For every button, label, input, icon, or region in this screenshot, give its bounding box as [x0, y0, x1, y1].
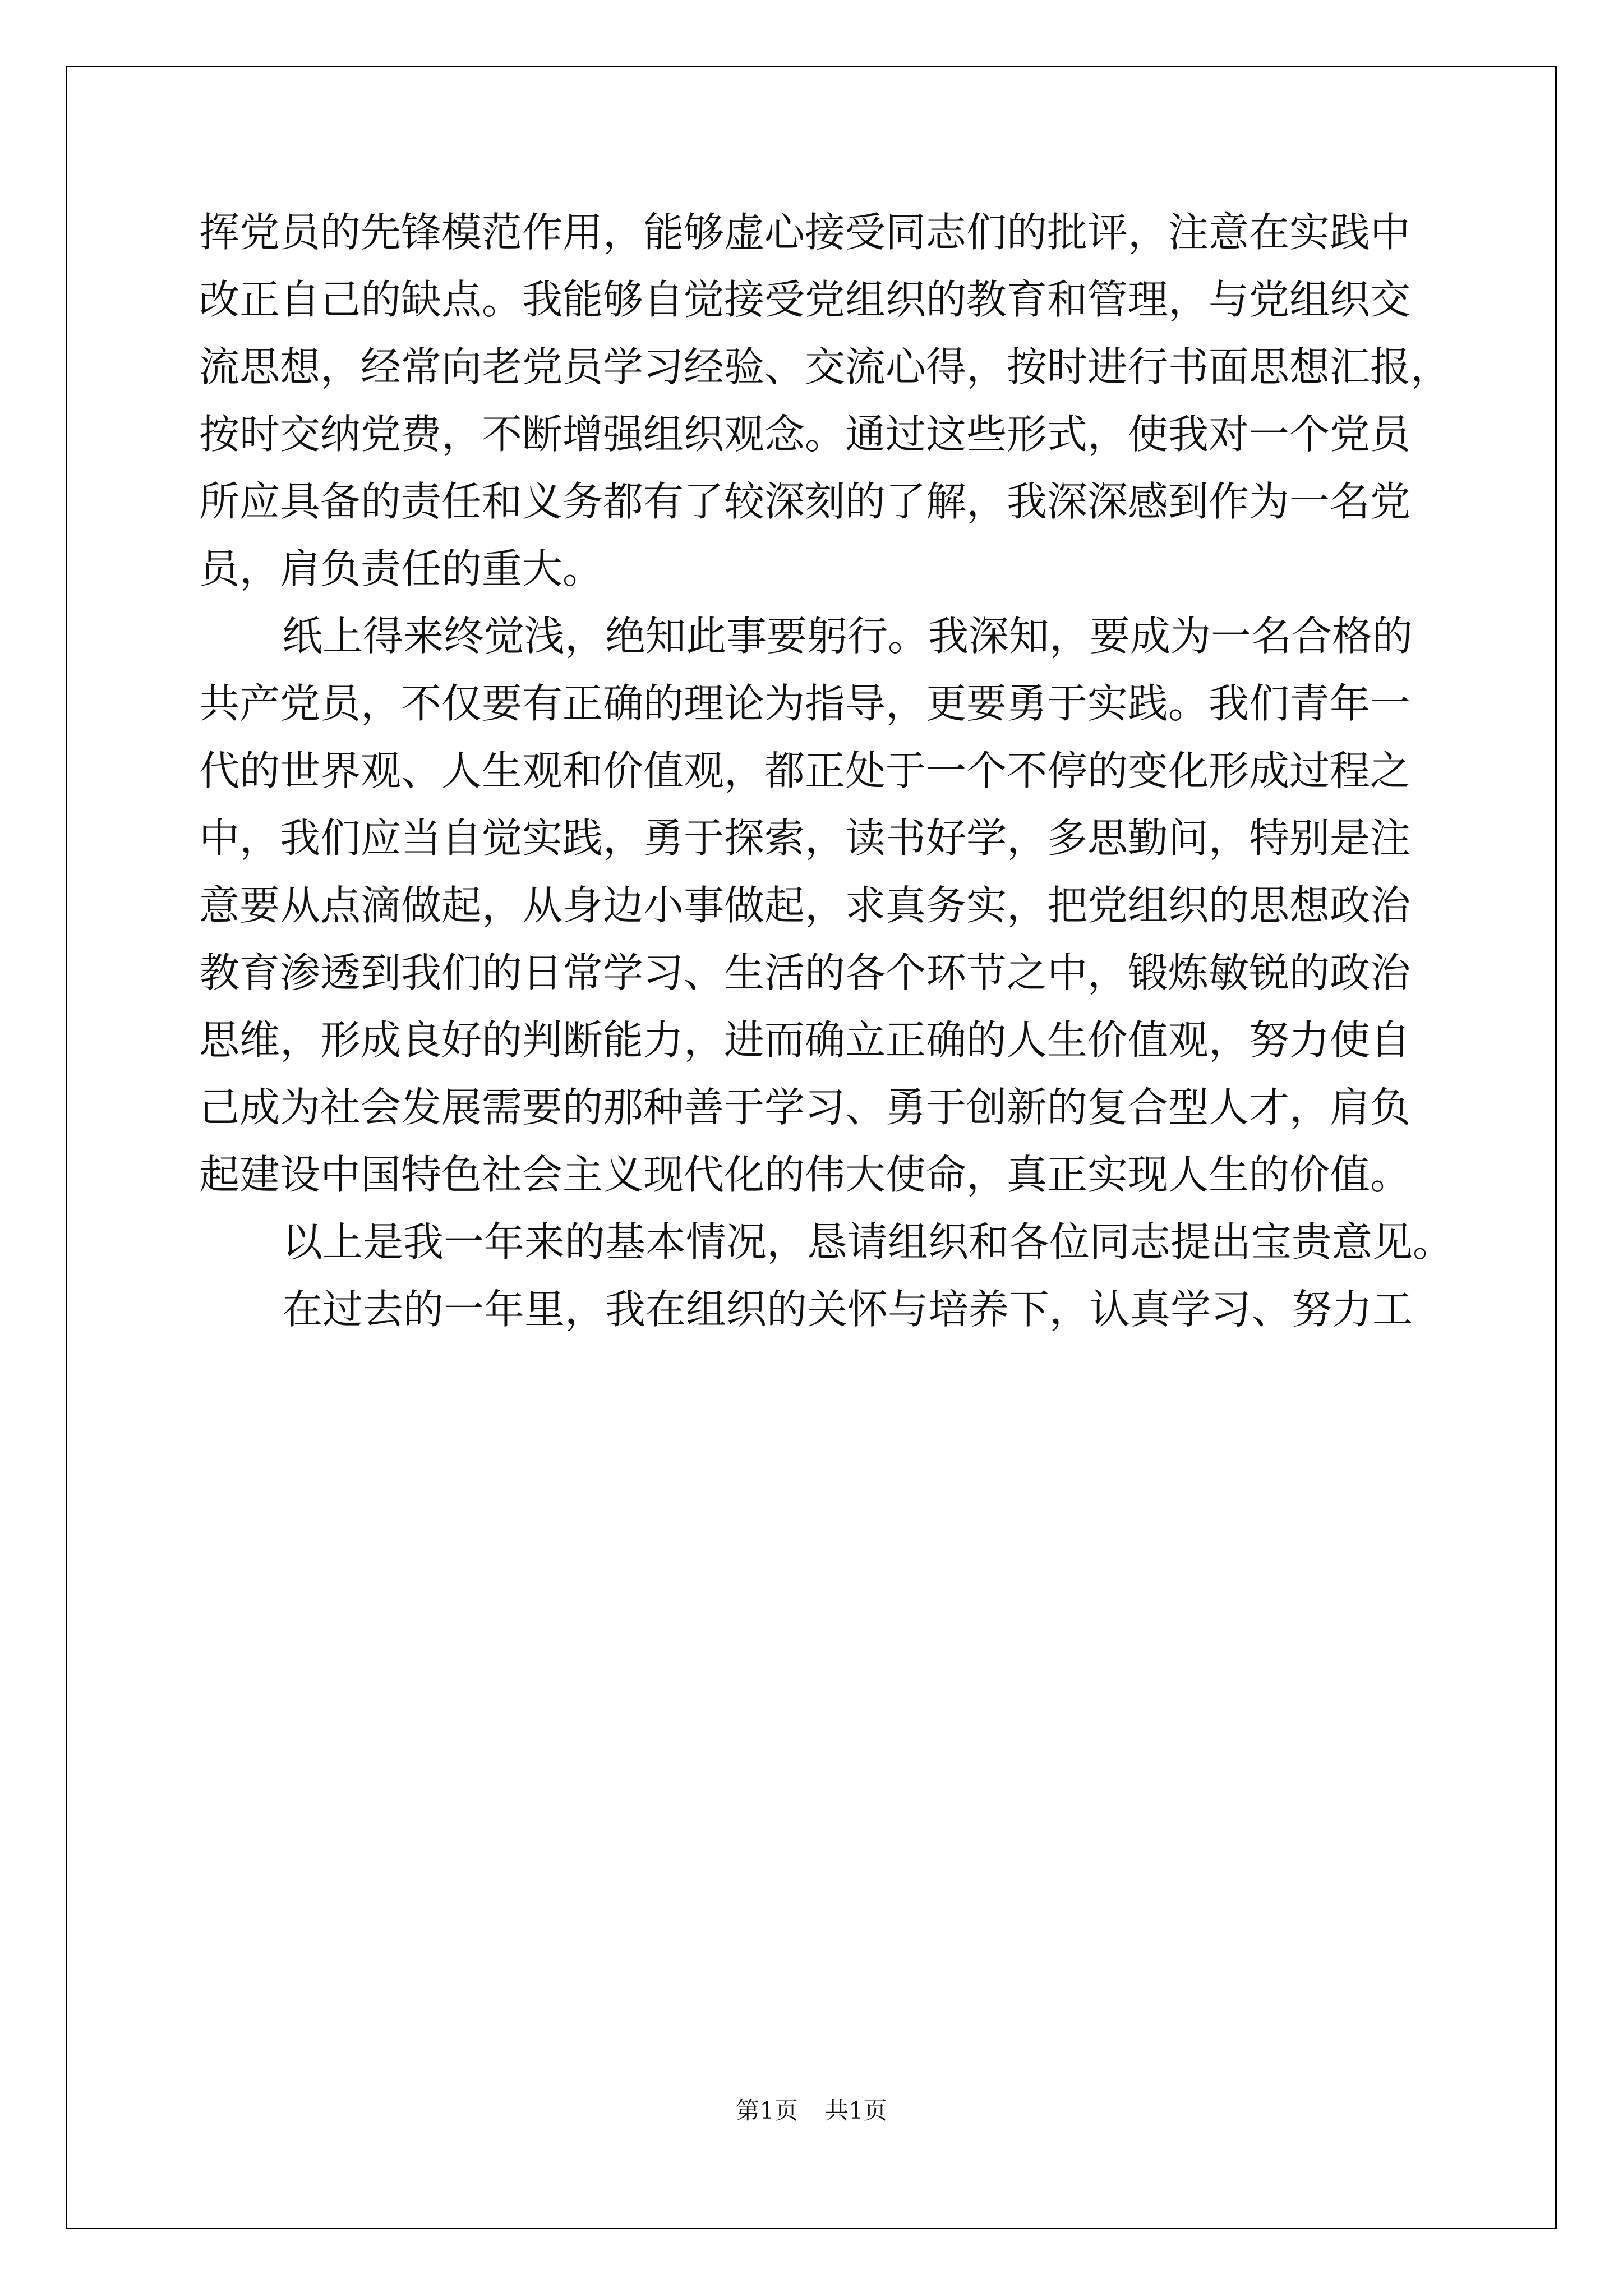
text-line: 教育渗透到我们的日常学习、生活的各个环节之中，锻炼敏锐的政治 [199, 949, 1411, 996]
text-line: 意要从点滴做起，从身边小事做起，求真务实，把党组织的思想政治 [199, 882, 1411, 929]
text-line: 思维，形成良好的判断能力，进而确立正确的人生价值观，努力使自 [199, 1016, 1411, 1064]
paragraph-first-line: 在过去的一年里，我在组织的关怀与培养下，认真学习、努力工 [282, 1286, 1413, 1333]
paragraph-first-line: 以上是我一年来的基本情况，恳请组织和各位同志提出宝贵意见。 [282, 1218, 1454, 1266]
text-line: 己成为社会发展需要的那种善于学习、勇于创新的复合型人才，肩负 [199, 1084, 1411, 1131]
text-line: 所应具备的责任和义务都有了较深刻的了解，我深深感到作为一名党 [199, 478, 1411, 525]
text-line: 挥党员的先锋模范作用，能够虚心接受同志们的批评，注意在实践中 [199, 209, 1411, 256]
text-line: 按时交纳党费，不断增强组织观念。通过这些形式，使我对一个党员 [199, 411, 1411, 458]
page-footer [0, 2092, 1623, 2126]
text-line: 代的世界观、人生观和价值观，都正处于一个不停的变化形成过程之 [199, 747, 1411, 794]
paragraph-first-line: 纸上得来终觉浅，绝知此事要躬行。我深知，要成为一名合格的 [282, 613, 1413, 660]
text-line: 共产党员，不仅要有正确的理论为指导，更要勇于实践。我们青年一 [199, 680, 1411, 727]
text-line: 起建设中国特色社会主义现代化的伟大使命，真正实现人生的价值。 [199, 1151, 1411, 1198]
page-number-total: 共1页 [825, 2097, 887, 2124]
text-line: 员，肩负责任的重大。 [199, 545, 603, 592]
text-line: 改正自己的缺点。我能够自觉接受党组织的教育和管理，与党组织交 [199, 276, 1411, 323]
text-line: 中，我们应当自觉实践，勇于探索，读书好学，多思勤问，特别是注 [199, 815, 1411, 862]
text-line: 流思想，经常向老党员学习经验、交流心得，按时进行书面思想汇报， [199, 343, 1451, 390]
page-number-current: 第1页 [736, 2097, 798, 2124]
